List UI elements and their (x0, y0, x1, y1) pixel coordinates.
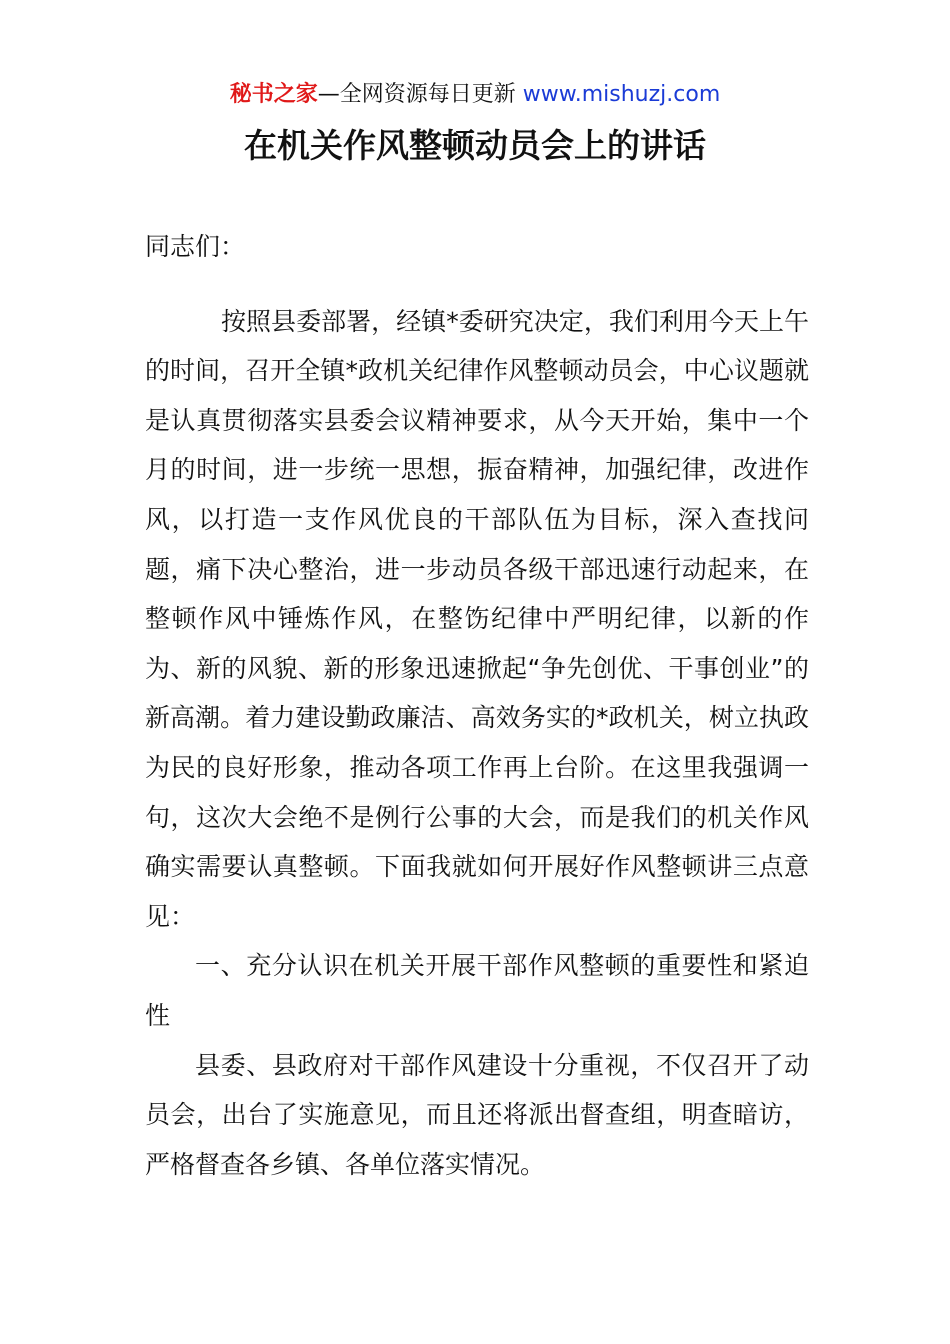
section-heading: 一、充分认识在机关开展干部作风整顿的重要性和紧迫性 (145, 951, 809, 1030)
body-paragraph: 按照县委部署，经镇*委研究决定，我们利用今天上午的时间，召开全镇*政机关纪律作风整顿动员会，中心议题就是认真贯彻落实县委会议精神要求，从今天开始，集中一个月的时间，进一步统一思想，振奋精神，加强纪律，改进作风，以打造一支作风优良的干部队伍为目标，深入查找问题，痛下决心整治，进一步动员各级干部迅速行动起来，在整顿作风中锤炼作风，在整饬纪律中严明纪律，以新的作为、新的风貌、新的形象迅速掀起“争先创优、干事创业”的新高潮。着力建设勤政廉洁、高效务实的*政机关，树立执政为民的良好形象，推动各项工作再上台阶。在这里我强调一句，这次大会绝不是例行公事的大会，而是我们的机关作风确实需要认真整顿。下面我就如何开展好作风整顿讲三点意见： (145, 306, 809, 931)
site-header (0, 80, 950, 110)
salutation: 同志们： (145, 232, 246, 261)
site-tagline: —全网资源每日更新 (317, 82, 523, 107)
body-paragraph: 县委、县政府对干部作风建设十分重视，不仅召开了动员会，出台了实施意见，而且还将派出督查组，明查暗访，严格督查各乡镇、各单位落实情况。 (145, 1050, 809, 1179)
document-body (145, 222, 809, 1189)
site-brand: 秘书之家 (229, 82, 318, 107)
site-url-link[interactable]: www.mishuzj.com (522, 82, 721, 107)
document-title: 在机关作风整顿动员会上的讲话 (244, 126, 706, 165)
